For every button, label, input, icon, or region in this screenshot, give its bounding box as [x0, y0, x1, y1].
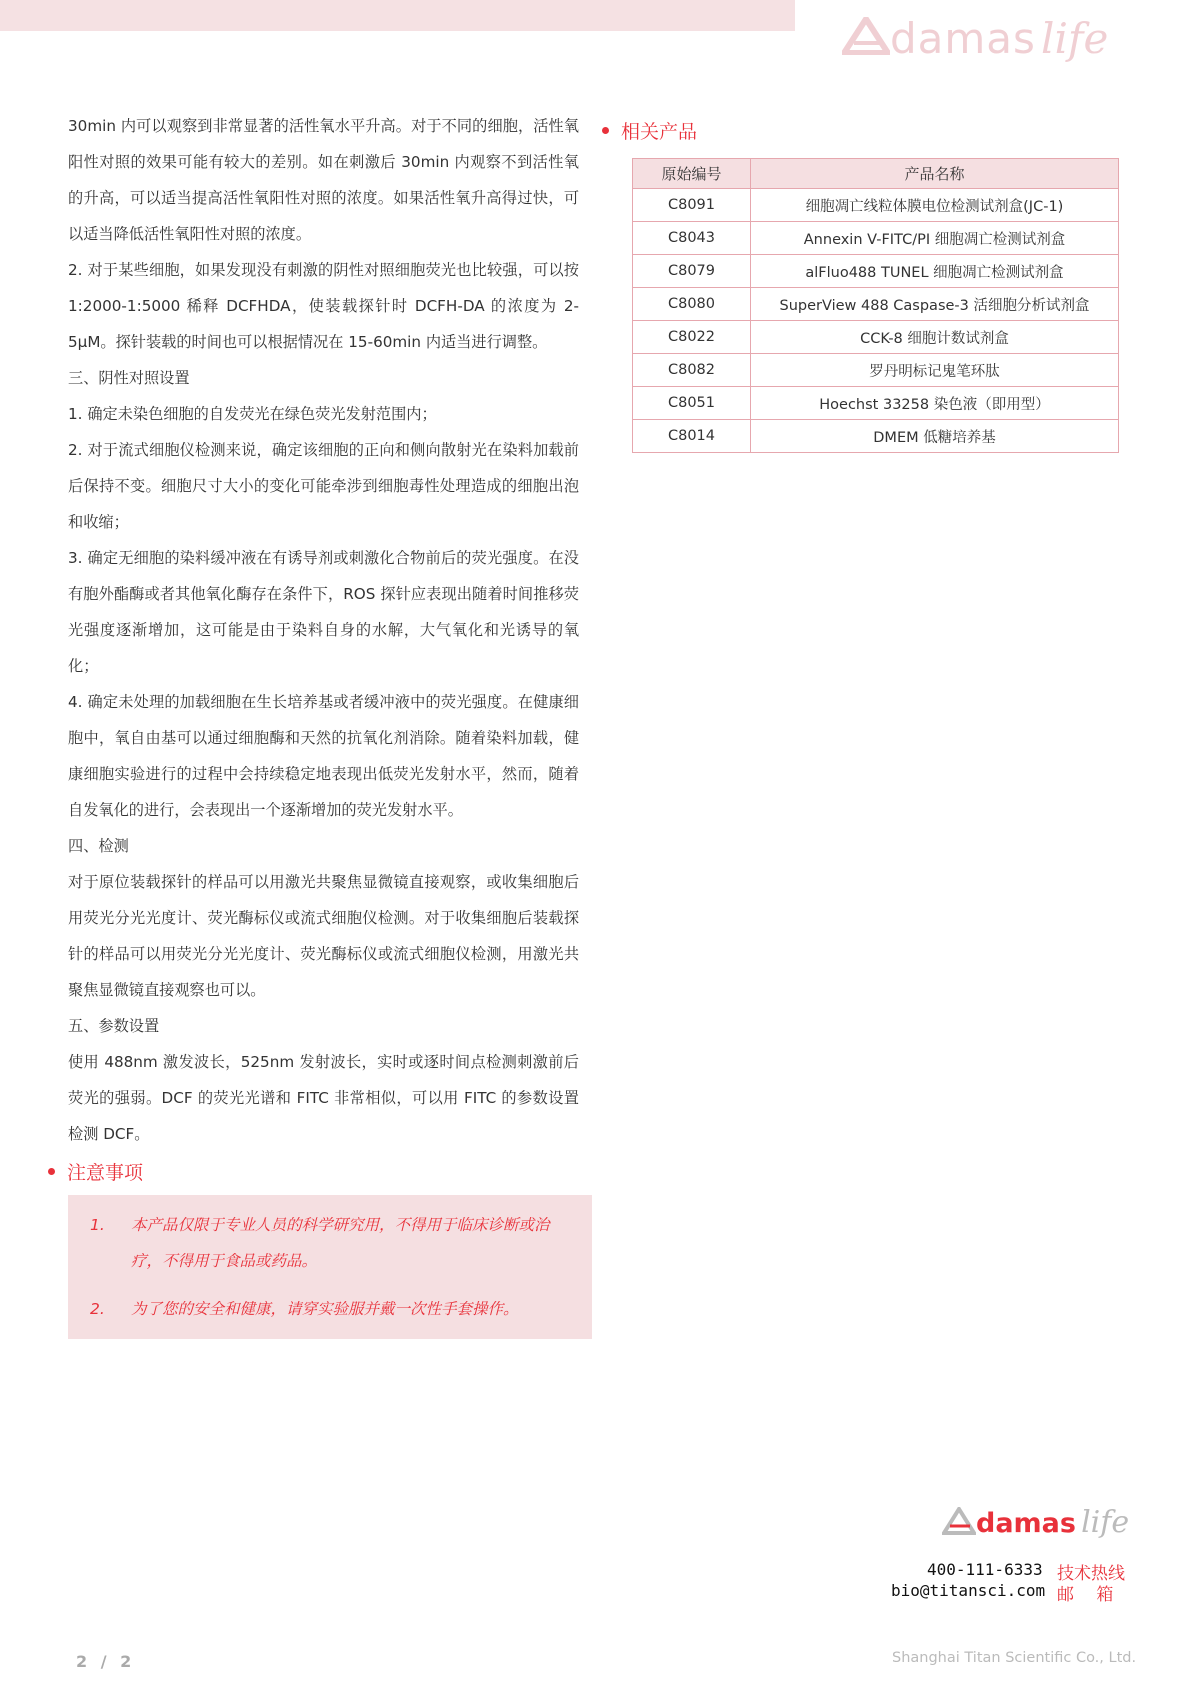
related-title: [602, 117, 697, 144]
paragraph: 2. 对于某些细胞，如果发现没有刺激的阴性对照细胞荧光也比较强，可以按 1:2000-1:5000 稀释 DCFHDA，使装载探针时 DCFH-DA 的浓度为 2-5μM。探针装载的时间也可以根据情况在 15-60min 内适当进行调整。: [68, 261, 579, 351]
paragraph: 3. 确定无细胞的染料缓冲液在有诱导剂或刺激化合物前后的荧光强度。在没有胞外酯酶或者其他氧化酶存在条件下，ROS 探针应表现出随着时间推移荧光强度逐渐增加，这可能是由于染料自身的水解，大气氧化和光诱导的氧化；: [68, 549, 579, 675]
product-code: C8014: [633, 420, 751, 453]
notice-box: [68, 1195, 592, 1339]
paragraph: 1. 确定未染色细胞的自发荧光在绿色荧光发射范围内；: [68, 405, 437, 423]
body-text-column: [68, 108, 579, 1152]
phone-label: 技术热线: [1057, 1564, 1125, 1584]
company-name: Shanghai Titan Scientific Co., Ltd.: [892, 1650, 1137, 1666]
page-number: 2 / 2: [76, 1652, 136, 1671]
header-logo-text: damas: [890, 14, 1036, 63]
product-name: Annexin V-FITC/PI 细胞凋亡检测试剂盒: [751, 222, 1119, 255]
adamas-a-icon: [842, 17, 890, 55]
product-name: alFluo488 TUNEL 细胞凋亡检测试剂盒: [751, 255, 1119, 288]
table-row: [633, 288, 1119, 321]
product-code: C8080: [633, 288, 751, 321]
section-heading: 四、检测: [68, 837, 129, 855]
related-products-table: [632, 158, 1119, 453]
header-logo: [842, 14, 1108, 64]
notice-title: [48, 1158, 143, 1185]
bullet-icon: [602, 127, 609, 134]
top-header-bar: [0, 0, 795, 31]
table-row: [633, 255, 1119, 288]
product-code: C8051: [633, 387, 751, 420]
notice-item-text: 本产品仅限于专业人员的科学研究用，不得用于临床诊断或治疗，不得用于食品或药品。: [131, 1216, 550, 1270]
footer-logo-text: damas: [976, 1508, 1076, 1539]
table-row: [633, 222, 1119, 255]
product-code: C8082: [633, 354, 751, 387]
product-name: DMEM 低糖培养基: [751, 420, 1119, 453]
email-label: 邮 箱: [1057, 1585, 1114, 1605]
table-row: [633, 189, 1119, 222]
table-row: [633, 321, 1119, 354]
footer-logo-script: life: [1081, 1505, 1130, 1540]
related-title-text: 相关产品: [621, 121, 698, 143]
product-code: C8043: [633, 222, 751, 255]
paragraph: 4. 确定未处理的加载细胞在生长培养基或者缓冲液中的荧光强度。在健康细胞中，氧自由基可以通过细胞酶和天然的抗氧化剂消除。随着染料加载，健康细胞实验进行的过程中会持续稳定地表现出低荧光发射水平，然而，随着自发氧化的进行，会表现出一个逐渐增加的荧光发射水平。: [68, 693, 579, 819]
notice-title-text: 注意事项: [67, 1162, 144, 1184]
product-code: C8091: [633, 189, 751, 222]
paragraph: 对于原位装载探针的样品可以用激光共聚焦显微镜直接观察，或收集细胞后用荧光分光光度计、荧光酶标仪或流式细胞仪检测。对于收集细胞后装载探针的样品可以用荧光分光光度计、荧光酶标仪或流式细胞仪检测，用激光共聚焦显微镜直接观察也可以。: [68, 873, 579, 999]
product-code: C8022: [633, 321, 751, 354]
header-logo-script: life: [1041, 14, 1109, 63]
product-code: C8079: [633, 255, 751, 288]
notice-item-number: 2.: [90, 1300, 105, 1318]
bullet-icon: [48, 1168, 55, 1175]
table-row: [633, 354, 1119, 387]
table-header-row: [633, 159, 1119, 189]
product-name: 罗丹明标记鬼笔环肽: [751, 354, 1119, 387]
table-row: [633, 387, 1119, 420]
product-name: 细胞凋亡线粒体膜电位检测试剂盒(JC-1): [751, 189, 1119, 222]
email-address: bio@titansci.com: [891, 1581, 1046, 1600]
phone-number: 400-111-6333: [927, 1560, 1043, 1579]
footer-logo: [942, 1505, 1129, 1540]
paragraph: 30min 内可以观察到非常显著的活性氧水平升高。对于不同的细胞，活性氧阳性对照的效果可能有较大的差别。如在刺激后 30min 内观察不到活性氧的升高，可以适当提高活性氧阳性对照的浓度。如果活性氧升高得过快，可以适当降低活性氧阳性对照的浓度。: [68, 117, 579, 243]
product-name: Hoechst 33258 染色液（即用型）: [751, 387, 1119, 420]
section-heading: 五、参数设置: [68, 1017, 160, 1035]
column-header: 原始编号: [633, 159, 751, 189]
column-header: 产品名称: [751, 159, 1119, 189]
product-name: CCK-8 细胞计数试剂盒: [751, 321, 1119, 354]
section-heading: 三、阴性对照设置: [68, 369, 190, 387]
table-row: [633, 420, 1119, 453]
paragraph: 2. 对于流式细胞仪检测来说，确定该细胞的正向和侧向散射光在染料加载前后保持不变。细胞尺寸大小的变化可能牵涉到细胞毒性处理造成的细胞出泡和收缩；: [68, 441, 579, 531]
adamas-a-icon: [942, 1507, 976, 1535]
product-name: SuperView 488 Caspase-3 活细胞分析试剂盒: [751, 288, 1119, 321]
paragraph: 使用 488nm 激发波长，525nm 发射波长，实时或逐时间点检测刺激前后荧光的强弱。DCF 的荧光光谱和 FITC 非常相似，可以用 FITC 的参数设置检测 DCF。: [68, 1053, 579, 1143]
notice-item-text: 为了您的安全和健康，请穿实验服并戴一次性手套操作。: [131, 1300, 519, 1318]
notice-item-number: 1.: [90, 1216, 105, 1234]
